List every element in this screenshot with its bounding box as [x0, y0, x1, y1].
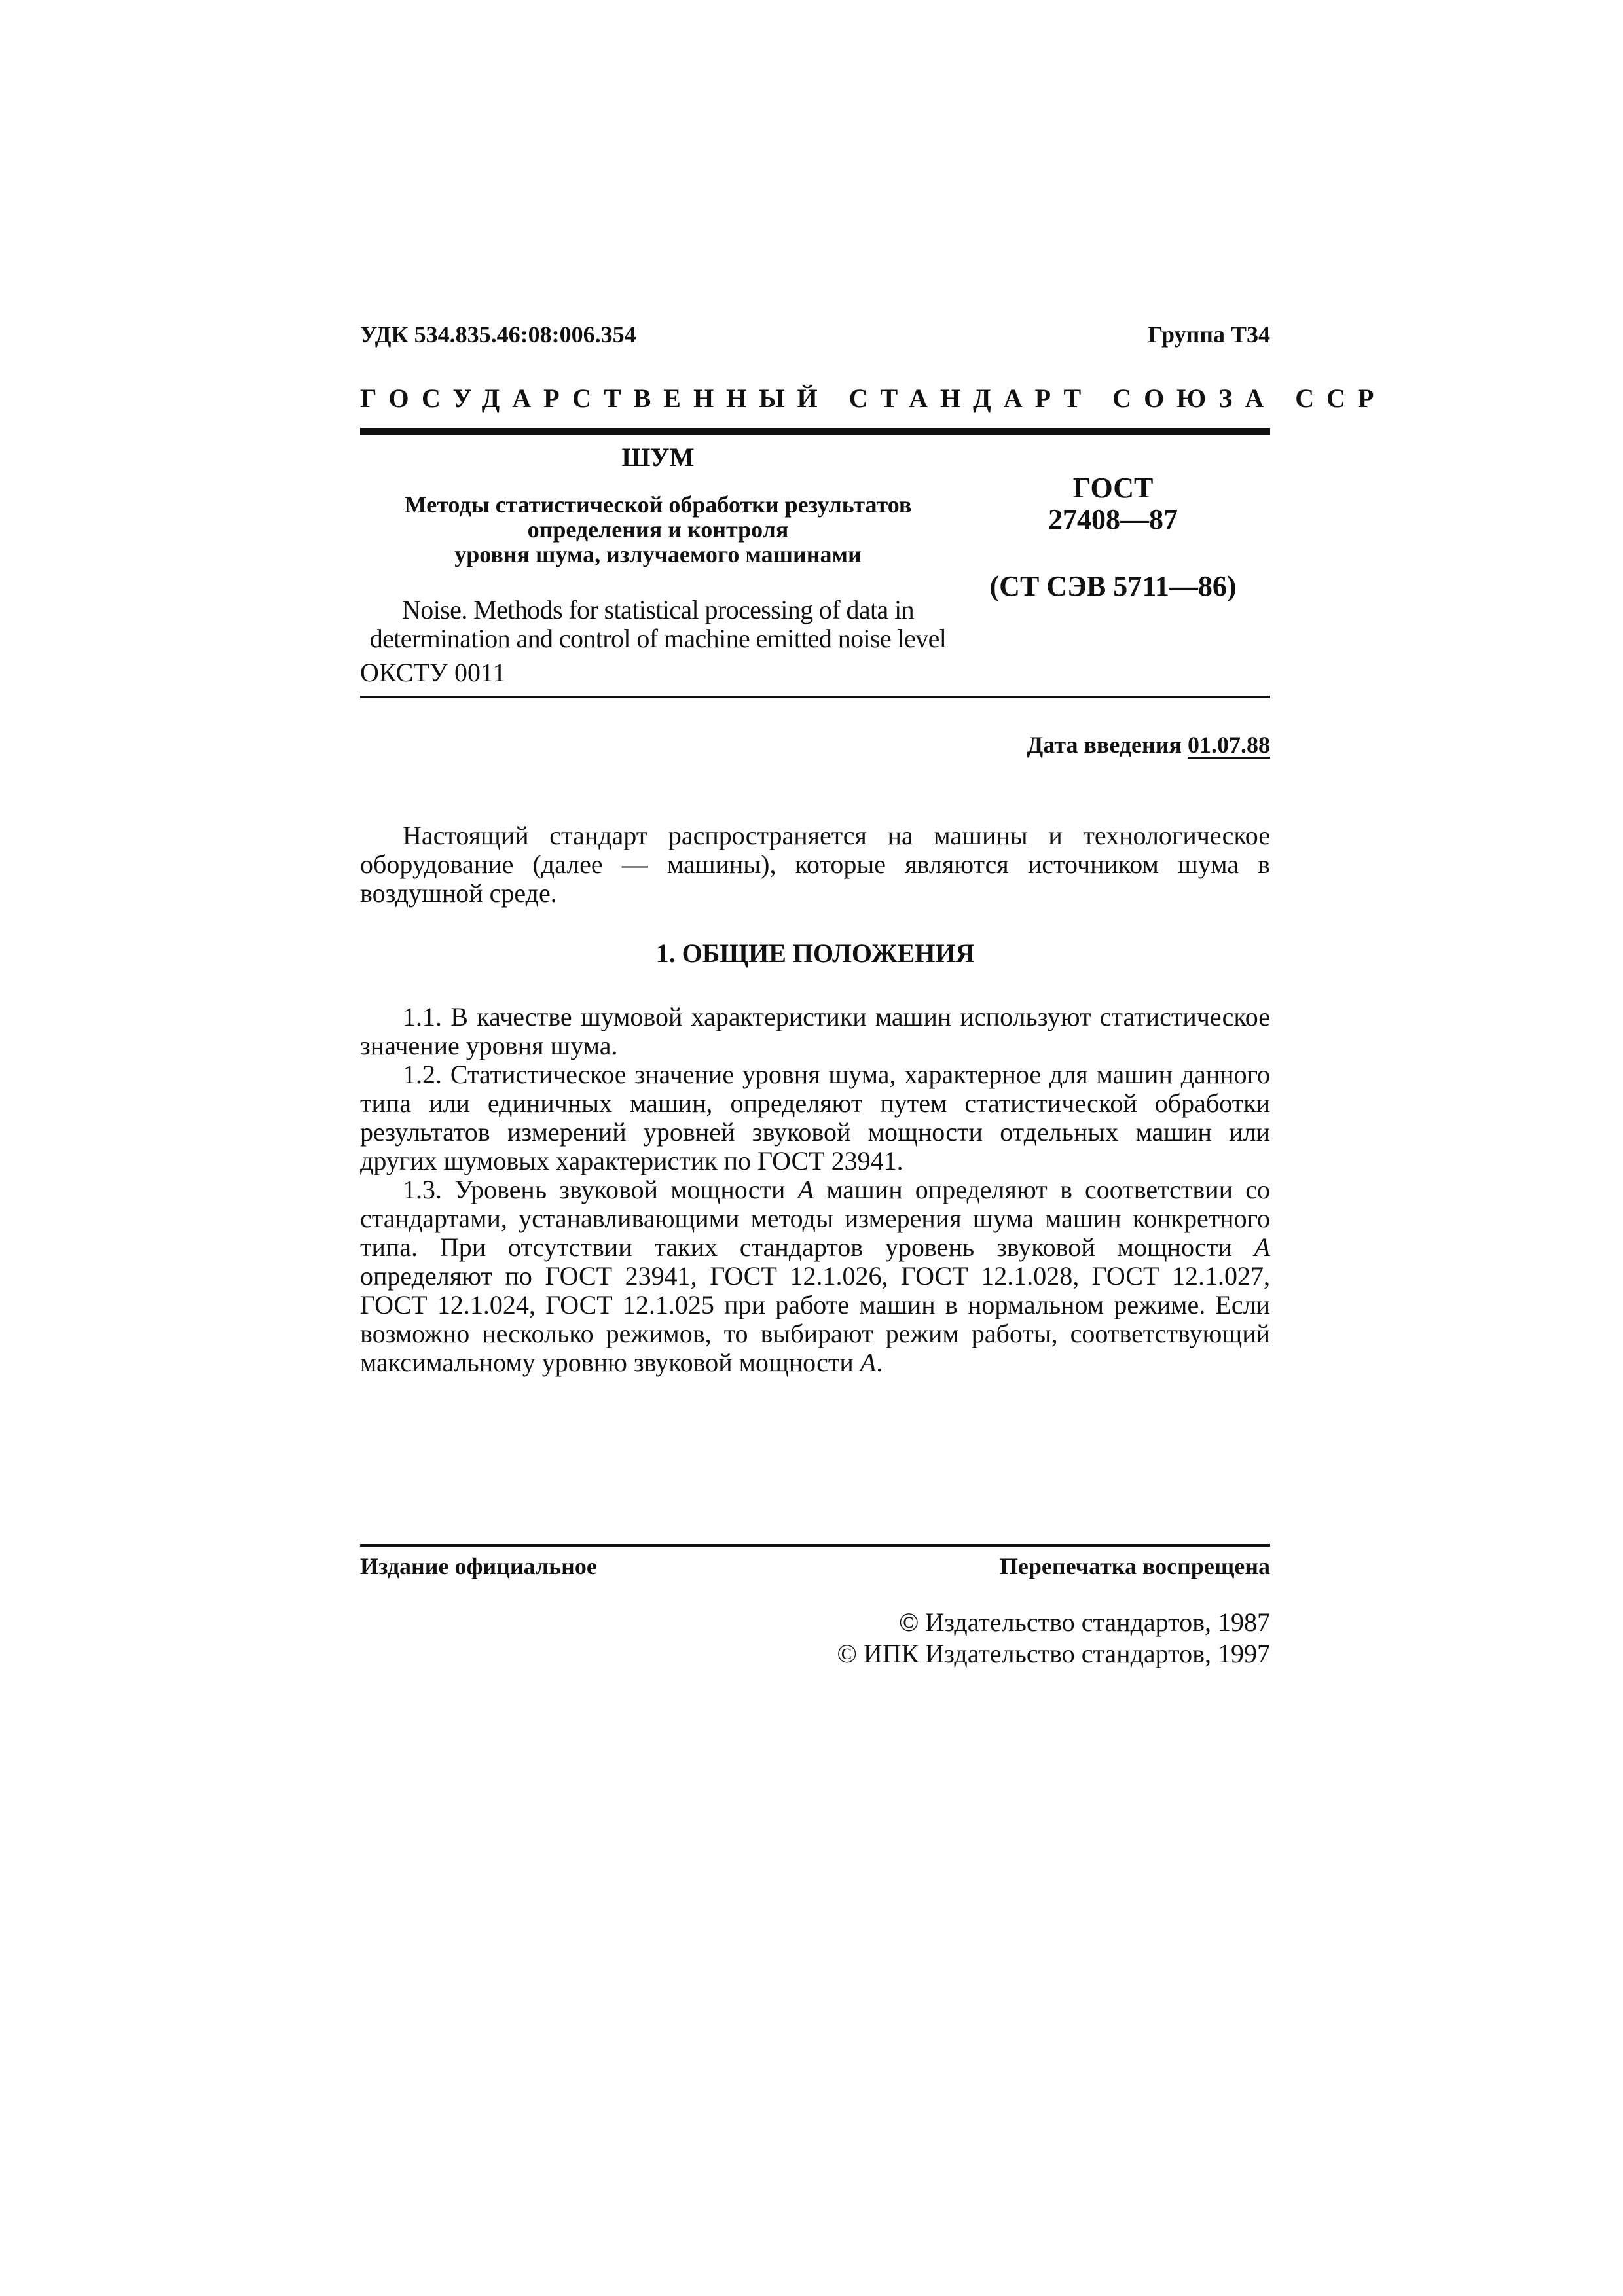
var-a: A [1254, 1232, 1270, 1262]
gost-code: 27408—87 [1048, 503, 1178, 535]
title-russian [360, 492, 956, 567]
intro-date-value: 01.07.88 [1188, 732, 1270, 758]
group-code: Группа Т34 [1148, 321, 1270, 348]
state-standard-banner: ГОСУДАРСТВЕННЫЙ СТАНДАРТ СОЮЗА ССР [360, 384, 1387, 413]
footer-row [360, 1552, 1270, 1585]
title-english [360, 596, 956, 653]
clause-1-3 [360, 1175, 1270, 1377]
okstu-code: ОКСТУ 0011 [360, 658, 506, 687]
footer-rule [360, 1544, 1270, 1547]
scope-text: Настоящий стандарт распространяется на машины и технологическое оборудование (далее — машины), которые являются источником шума в воздушной среде. [360, 821, 1270, 908]
udk-code: УДК 534.835.46:08:006.354 [360, 321, 636, 348]
var-a: A [797, 1175, 814, 1204]
clause-1-3-part-a: 1.3. Уровень звуковой мощности [403, 1175, 798, 1204]
title-ru-line2: определения и контроля [527, 516, 789, 543]
clause-1-3-part-c: определяют по ГОСТ 23941, ГОСТ 12.1.026, ГОСТ 12.1.028, ГОСТ 12.1.027, ГОСТ 12.1.024, ГОСТ 12.1.025 при работе машин в нормальном режиме. Если возможно несколько режимов, то выбирают режим работы, соответствующий максимальному уровню звуковой мощности [360, 1261, 1270, 1377]
st-sev-number: (СТ СЭВ 5711—86) [989, 570, 1237, 602]
scope-paragraph [360, 821, 1270, 908]
intro-date-label: Дата введения [1027, 732, 1182, 758]
section-body [360, 1003, 1270, 1377]
title-en-line2: determination and control of machine emitted noise level [369, 624, 947, 653]
clause-1-2: 1.2. Статистическое значение уровня шума, характерное для машин данного типа или единичных машин, определяют путем статистической обработки результатов измерений уровней звуковой мощности отдельных машин или других шумовых характеристик по ГОСТ 23941. [360, 1060, 1270, 1175]
title-en-line1: Noise. Methods for statistical processing of data in [402, 595, 914, 624]
meta-row [360, 321, 1270, 360]
clause-1-1: 1.1. В качестве шумовой характеристики машин используют статистическое значение уровня шума. [360, 1002, 1270, 1060]
header-bottom-rule [360, 696, 1270, 698]
clause-1-3-part-b: машин определяют в соответствии со стандартами, устанавливающими методы измерения шума машин конкретного типа. При отсутствии таких стандартов уровень звуковой мощности [360, 1175, 1270, 1262]
title-ru-line3: уровня шума, излучаемого машинами [454, 541, 862, 567]
copyright-1997: © ИПК Издательство стандартов, 1997 [837, 1639, 1270, 1668]
copyright-1987: © Издательство стандартов, 1987 [898, 1607, 1270, 1637]
title-ru-line1: Методы статистической обработки результатов [404, 492, 912, 518]
top-rule [360, 428, 1270, 435]
title-main: ШУМ [621, 442, 695, 472]
section-heading: 1. ОБЩИЕ ПОЛОЖЕНИЯ [655, 939, 975, 968]
gost-label: ГОСТ [1072, 472, 1154, 504]
clause-1-3-part-d: . [876, 1348, 883, 1377]
var-a: A [860, 1348, 877, 1377]
reprint-prohibited: Перепечатка воспрещена [999, 1553, 1270, 1579]
intro-date [1027, 731, 1271, 759]
official-edition: Издание официальное [360, 1553, 597, 1579]
gost-number [956, 473, 1270, 535]
